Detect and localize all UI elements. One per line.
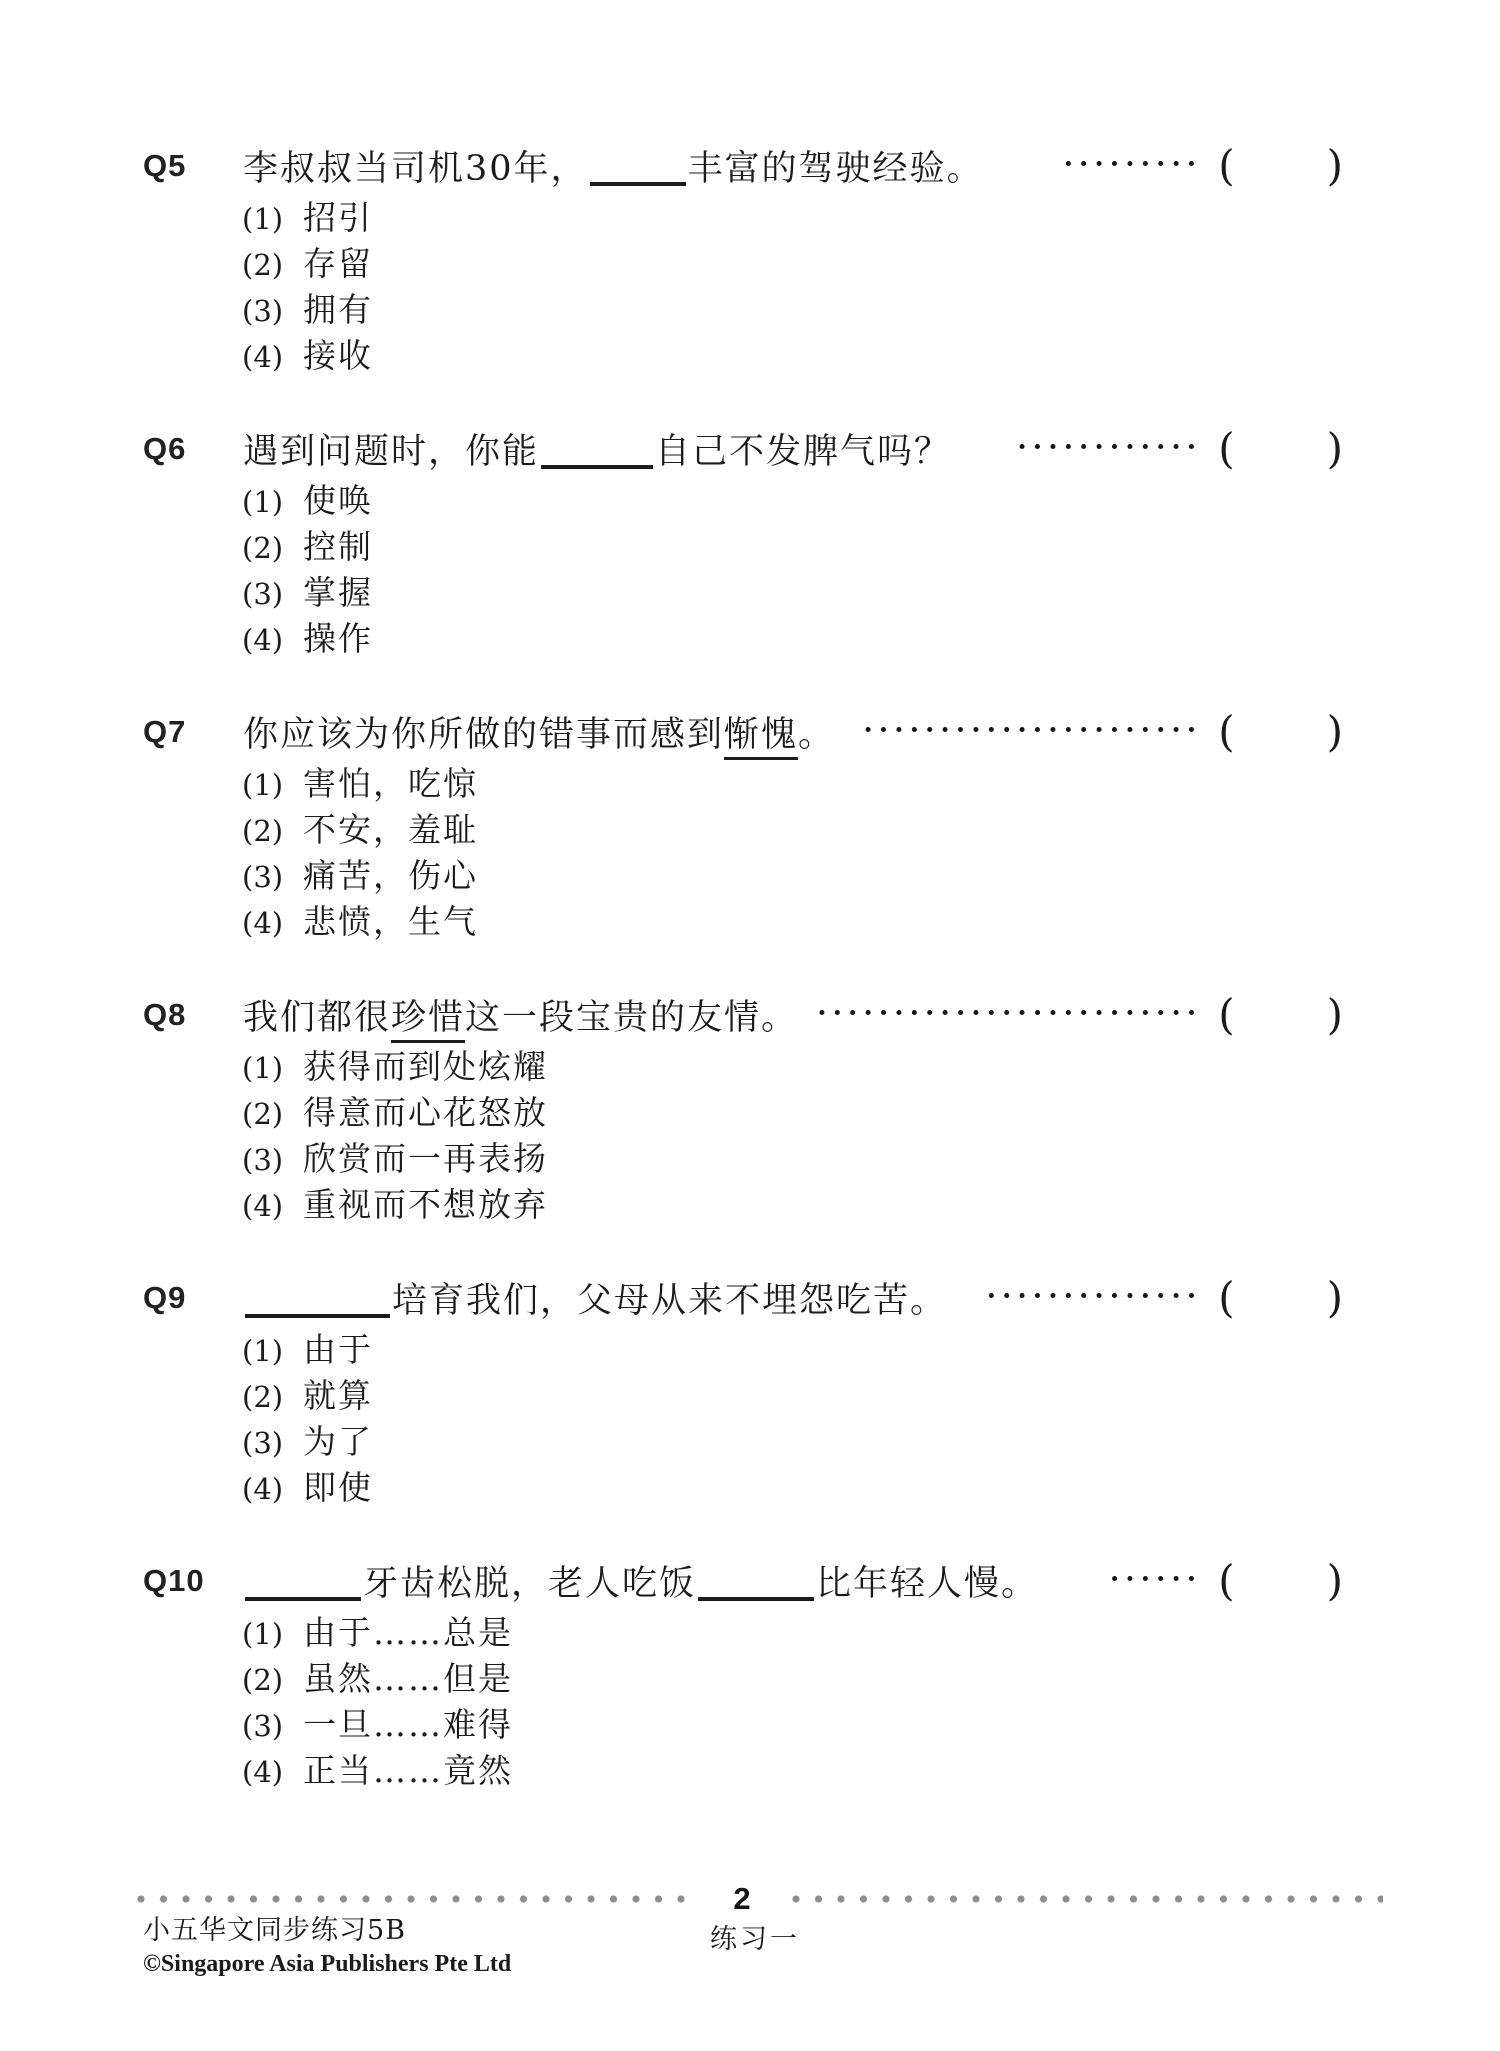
dotted-rule-right xyxy=(792,1894,1383,1904)
question-text xyxy=(243,141,984,191)
option-row xyxy=(242,1745,1343,1791)
option-number: (3) xyxy=(242,1426,284,1460)
dot-leader: ············ xyxy=(1017,431,1203,463)
answer-paren-open: ( xyxy=(1218,424,1235,473)
question-text-post: 这一段宝贵的友情。 xyxy=(465,998,799,1038)
option-number: (1) xyxy=(242,202,284,236)
fill-in-blank xyxy=(245,1282,390,1318)
option-row xyxy=(242,758,1343,804)
option-text: 拥有 xyxy=(303,290,373,329)
option-text: 操作 xyxy=(303,619,373,658)
option-list xyxy=(143,192,1343,376)
question-line xyxy=(143,423,1343,475)
question-line xyxy=(143,706,1343,758)
question-number: Q10 xyxy=(143,1563,205,1598)
option-text: 虽然……但是 xyxy=(303,1659,513,1698)
question-line xyxy=(143,989,1343,1041)
option-number: (1) xyxy=(242,1051,284,1085)
book-title: 小五华文同步练习5B xyxy=(143,1915,407,1946)
option-row xyxy=(242,1370,1343,1416)
option-number: (2) xyxy=(242,1380,284,1414)
option-text: 正当……竟然 xyxy=(303,1751,513,1790)
question-q10 xyxy=(143,1555,1343,1791)
option-row xyxy=(242,850,1343,896)
option-number: (3) xyxy=(242,1143,284,1177)
option-number: (1) xyxy=(242,485,284,519)
footer-rule xyxy=(137,1881,1383,1916)
option-text: 招引 xyxy=(303,198,373,237)
option-number: (3) xyxy=(242,294,284,328)
footer-left xyxy=(143,1917,511,1976)
option-row xyxy=(242,1041,1343,1087)
option-text: 存留 xyxy=(303,244,373,283)
question-text-post: 丰富的驾驶经验。 xyxy=(687,149,984,189)
option-number: (4) xyxy=(242,906,284,940)
option-number: (2) xyxy=(242,1097,284,1131)
option-row xyxy=(242,238,1343,284)
option-number: (4) xyxy=(242,340,284,374)
option-text: 一旦……难得 xyxy=(303,1705,513,1744)
fill-in-blank xyxy=(698,1565,814,1601)
option-number: (3) xyxy=(242,1709,284,1743)
fill-in-blank xyxy=(541,433,653,469)
option-row xyxy=(242,475,1343,521)
question-number: Q7 xyxy=(143,714,187,749)
option-row xyxy=(242,804,1343,850)
question-number: Q5 xyxy=(143,148,187,183)
option-text: 接收 xyxy=(303,336,373,375)
option-text: 不安，羞耻 xyxy=(303,810,478,849)
underlined-word: 珍惜 xyxy=(391,998,465,1043)
option-row xyxy=(242,284,1343,330)
fill-in-blank xyxy=(590,150,686,186)
answer-paren-open: ( xyxy=(1218,707,1235,756)
copyright-notice: ©Singapore Asia Publishers Pte Ltd xyxy=(143,1951,512,1977)
option-number: (3) xyxy=(242,577,284,611)
question-line xyxy=(143,1272,1343,1324)
question-number: Q6 xyxy=(143,431,187,466)
option-row xyxy=(242,1324,1343,1370)
option-row xyxy=(242,1607,1343,1653)
answer-paren-close: ) xyxy=(1326,141,1343,190)
option-text: 控制 xyxy=(303,527,373,566)
option-number: (2) xyxy=(242,248,284,282)
option-list xyxy=(143,475,1343,659)
question-q5 xyxy=(143,140,1343,376)
option-number: (4) xyxy=(242,1189,284,1223)
option-text: 为了 xyxy=(303,1422,373,1461)
option-row xyxy=(242,1087,1343,1133)
option-text: 掌握 xyxy=(303,573,373,612)
question-text-pre: 遇到问题时，你能 xyxy=(243,432,540,472)
option-text: 由于 xyxy=(303,1330,373,1369)
option-text: 使唤 xyxy=(303,481,373,520)
option-number: (1) xyxy=(242,768,284,802)
question-text xyxy=(243,990,798,1040)
option-row xyxy=(242,1133,1343,1179)
question-text xyxy=(243,707,835,757)
answer-paren-open: ( xyxy=(1218,141,1235,190)
answer-paren-close: ) xyxy=(1326,990,1343,1039)
option-row xyxy=(242,567,1343,613)
option-text: 欣赏而一再表扬 xyxy=(303,1139,548,1178)
dot-leader: ······ xyxy=(1109,1563,1203,1595)
question-text-pre: 我们都很 xyxy=(243,998,392,1038)
question-number: Q9 xyxy=(143,1280,187,1315)
page-number: 2 xyxy=(733,1881,751,1916)
option-number: (4) xyxy=(242,623,284,657)
question-text xyxy=(243,424,951,474)
option-row xyxy=(242,896,1343,942)
option-row xyxy=(242,192,1343,238)
question-q8 xyxy=(143,989,1343,1225)
question-line xyxy=(143,140,1343,192)
option-text: 重视而不想放弃 xyxy=(303,1185,548,1224)
option-number: (1) xyxy=(242,1617,284,1651)
question-text-pre: 你应该为你所做的错事而感到 xyxy=(243,715,725,755)
option-number: (2) xyxy=(242,531,284,565)
option-row xyxy=(242,1179,1343,1225)
option-text: 害怕，吃惊 xyxy=(303,764,478,803)
exercise-label: 练习一 xyxy=(710,1924,800,1955)
dot-leader: ········· xyxy=(1063,148,1203,180)
answer-paren-close: ) xyxy=(1326,424,1343,473)
option-text: 就算 xyxy=(303,1376,373,1415)
question-text-pre: 李叔叔当司机30年， xyxy=(243,149,588,189)
option-row xyxy=(242,1699,1343,1745)
question-q7 xyxy=(143,706,1343,942)
dot-leader: ·············· xyxy=(986,1280,1203,1312)
option-number: (4) xyxy=(242,1755,284,1789)
option-row xyxy=(242,1653,1343,1699)
question-text-mid: 牙齿松脱，老人吃饭 xyxy=(363,1564,697,1604)
option-number: (4) xyxy=(242,1472,284,1506)
question-text xyxy=(243,1556,1038,1606)
fill-in-blank xyxy=(245,1565,361,1601)
question-text-post: 培育我们，父母从来不埋怨吃苦。 xyxy=(392,1281,948,1321)
answer-paren-open: ( xyxy=(1218,990,1235,1039)
answer-paren-close: ) xyxy=(1326,707,1343,756)
question-q9 xyxy=(143,1272,1343,1508)
option-text: 悲愤，生气 xyxy=(303,902,478,941)
option-list xyxy=(143,758,1343,942)
question-line xyxy=(143,1555,1343,1607)
answer-paren-open: ( xyxy=(1218,1556,1235,1605)
option-row xyxy=(242,521,1343,567)
answer-paren-close: ) xyxy=(1326,1273,1343,1322)
option-row xyxy=(242,1416,1343,1462)
question-list xyxy=(143,140,1343,1838)
answer-paren-open: ( xyxy=(1218,1273,1235,1322)
option-row xyxy=(242,330,1343,376)
question-text-post: 自己不发脾气吗？ xyxy=(655,432,952,472)
underlined-word: 惭愧 xyxy=(724,715,798,760)
option-number: (2) xyxy=(242,814,284,848)
dotted-rule-left xyxy=(137,1894,692,1904)
option-row xyxy=(242,613,1343,659)
question-q6 xyxy=(143,423,1343,659)
question-number: Q8 xyxy=(143,997,187,1032)
question-text-post: 比年轻人慢。 xyxy=(816,1564,1039,1604)
option-list xyxy=(143,1324,1343,1508)
option-text: 即使 xyxy=(303,1468,373,1507)
option-row xyxy=(242,1462,1343,1508)
answer-paren-close: ) xyxy=(1326,1556,1343,1605)
question-text xyxy=(243,1273,947,1323)
dot-leader: ······················ xyxy=(863,714,1203,746)
option-text: 得意而心花怒放 xyxy=(303,1093,548,1132)
option-text: 痛苦，伤心 xyxy=(303,856,478,895)
option-list xyxy=(143,1607,1343,1791)
option-text: 由于……总是 xyxy=(303,1613,513,1652)
option-number: (2) xyxy=(242,1663,284,1697)
option-list xyxy=(143,1041,1343,1225)
option-number: (3) xyxy=(242,860,284,894)
dot-leader: ························· xyxy=(817,997,1203,1029)
option-text: 获得而到处炫耀 xyxy=(303,1047,548,1086)
question-text-post: 。 xyxy=(798,715,836,755)
option-number: (1) xyxy=(242,1334,284,1368)
